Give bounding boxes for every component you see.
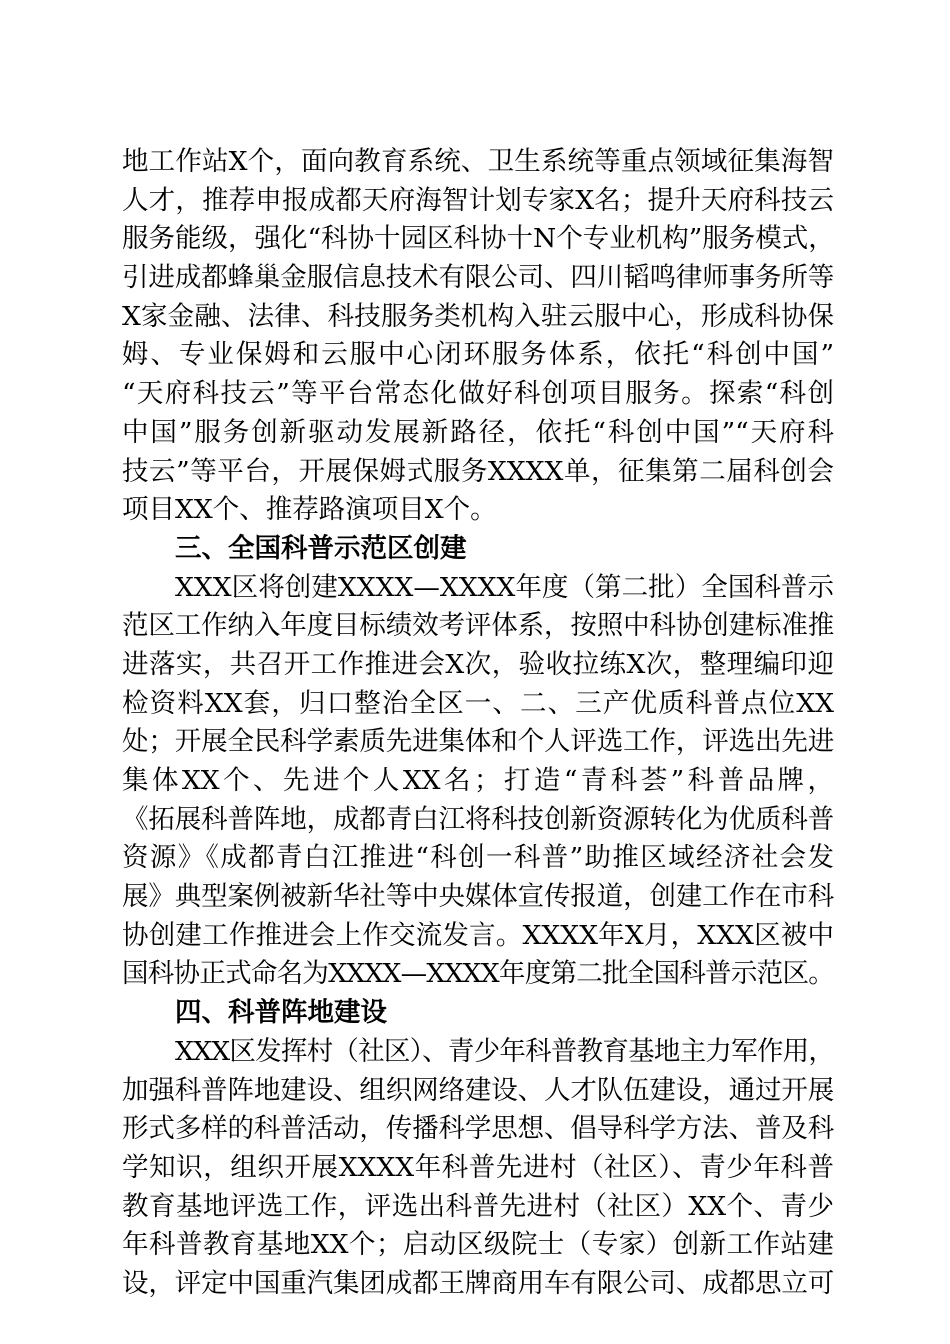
text-line: 人才，推荐申报成都天府海智计划专家X名；提升天府科技云 (122, 184, 834, 216)
text-line: 加强科普阵地建设、组织网络建设、人才队伍建设，通过开展 (122, 1074, 834, 1106)
paragraph-demo-zone (122, 569, 834, 995)
text-line: 处；开展全民科学素质先进集体和个人评选工作，评选出先进 (122, 726, 834, 758)
text-line: 项目XX个、推荐路演项目X个。 (122, 494, 497, 526)
text-line: 形式多样的科普活动，传播科学思想、倡导科学方法、普及科 (122, 1113, 834, 1145)
text-line: 中国”服务创新驱动发展新路径，依托“科创中国”“天府科 (122, 416, 834, 448)
section-heading-science-base: 四、科普阵地建设 (175, 997, 387, 1029)
text-line: 学知识，组织开展XXXX年科普先进村（社区）、青少年科普 (122, 1151, 834, 1183)
text-line: 姆、专业保姆和云服中心闭环服务体系，依托“科创中国” (122, 339, 834, 371)
text-line: XXX区发挥村（社区）、青少年科普教育基地主力军作用， (175, 1035, 835, 1067)
document-page (122, 143, 834, 1304)
paragraph-talent-service (122, 143, 834, 530)
section-heading-demo-zone: 三、全国科普示范区创建 (175, 532, 467, 564)
text-line: 年科普教育基地XX个；启动区级院士（专家）创新工作站建 (122, 1229, 834, 1261)
text-line: 进落实，共召开工作推进会X次，验收拉练X次，整理编印迎 (122, 648, 834, 680)
text-line: 展》典型案例被新华社等中央媒体宣传报道，创建工作在市科 (122, 881, 834, 913)
text-line: 引进成都蜂巢金服信息技术有限公司、四川韬鸣律师事务所等 (122, 262, 834, 294)
text-line: “天府科技云”等平台常态化做好科创项目服务。探索“科创 (122, 378, 834, 410)
text-line: 服务能级，强化“科协十园区科协十N个专业机构”服务模式， (122, 223, 835, 255)
paragraph-science-base (122, 1033, 834, 1304)
text-line: 检资料XX套，归口整治全区一、二、三产优质科普点位XX (122, 687, 834, 719)
text-line: 《拓展科普阵地，成都青白江将科技创新资源转化为优质科普 (122, 803, 834, 835)
text-line: 集体XX个、先进个人XX名；打造“青科荟”科普品牌， (122, 765, 834, 796)
text-line: 资源》《成都青白江推进“科创一科普”助推区域经济社会发 (122, 842, 834, 874)
text-line: 范区工作纳入年度目标绩效考评体系，按照中科协创建标准推 (122, 610, 834, 642)
text-line: 技云”等平台，开展保姆式服务XXXX单，征集第二届科创会 (122, 455, 834, 487)
text-line: 教育基地评选工作，评选出科普先进村（社区）XX个、青少 (122, 1190, 834, 1222)
text-line: 地工作站X个，面向教育系统、卫生系统等重点领域征集海智 (122, 146, 834, 177)
text-line: XXX区将创建XXXX—XXXX年度（第二批）全国科普示 (175, 571, 834, 603)
text-line: 国科协正式命名为XXXX—XXXX年度第二批全国科普示范区。 (122, 958, 834, 990)
text-line: 设，评定中国重汽集团成都王牌商用车有限公司、成都思立可 (122, 1267, 834, 1299)
text-line: X家金融、法律、科技服务类机构入驻云服中心，形成科协保 (122, 300, 834, 332)
text-line: 协创建工作推进会上作交流发言。XXXX年X月，XXX区被中 (122, 919, 834, 951)
